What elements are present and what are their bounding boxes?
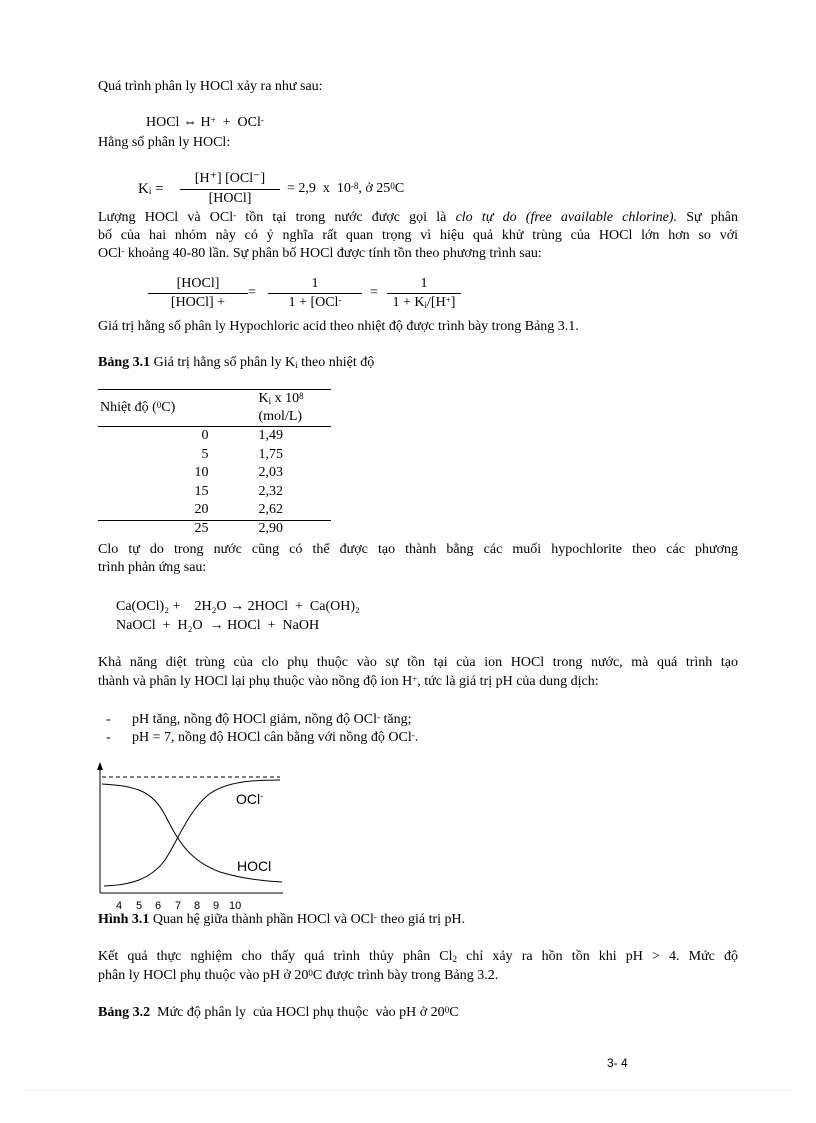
page-number: 3- 4 — [607, 1056, 628, 1070]
ph-tick-7: 7 — [175, 900, 182, 912]
table2-caption: Bảng 3.2 Mức độ phân ly của HOCl phụ thuộc vào pH ở $20^0C$ — [98, 1005, 459, 1020]
header-ki: $K_i$ x $10^8$ (mol/L) — [258, 391, 304, 424]
ki-lhs: $K_i$ = — [138, 181, 164, 197]
table-row: 25 2,90 — [194, 520, 283, 536]
ki-denominator: [HOCl] — [208, 191, 252, 206]
table-intro: Giá trị hằng số phân ly Hypochloric acid theo nhiệt độ được trình bày trong Bảng 3.1. — [98, 319, 579, 334]
ratio3-numerator: 1 — [420, 276, 428, 291]
para-hypochlorite-2: trình phản ứng sau: — [98, 560, 207, 575]
table1-caption: Bảng 3.1 Giá trị hằng số phân ly $K_i$ theo nhiệt độ — [98, 355, 375, 370]
bullet-dash: - — [106, 712, 111, 727]
para-experiment-2: phân ly HOCl phụ thuộc vào pH ở $20^0C$ được trình bày trong Bảng 3.2. — [98, 968, 499, 983]
ph-tick-4: 4 — [116, 900, 123, 912]
table-row: 20 2,62 — [194, 502, 283, 518]
table-header-row — [98, 390, 331, 427]
table-row: 0 1,49 — [201, 428, 283, 444]
para-disinfection-1: Khả năng diệt trùng của clo phụ thuộc vào sự tồn tại của ion HOCl trong nước, mà quá trình tạo — [98, 655, 738, 670]
para-free-chlorine-1: Lượng HOCl và OCl- tồn tại trong nước được gọi là clo tự do (free available chlorine). Sự phân — [98, 210, 738, 225]
dissociation-equation: HOCl ⇔ H+ + OCl- — [146, 115, 264, 130]
ratio2-numerator: 1 — [311, 276, 319, 291]
y-axis-arrow — [97, 762, 103, 770]
bullet-dash: - — [106, 730, 111, 745]
ki-value: = 2,9 x $10^{-8}$, ở $25^0C$ — [287, 181, 405, 196]
ratio-denominator: [HOCl] + — [170, 295, 226, 310]
reaction-1: Ca(OCl)₂ + 2H₂O → 2HOCl + Ca(OH)₂ — [116, 599, 360, 614]
table-row: 15 2,32 — [194, 483, 283, 499]
ph-tick-6: 6 — [155, 900, 162, 912]
equals-sign: = — [370, 285, 378, 300]
para-free-chlorine-3: OCl- khoảng 40-80 lần. Sự phân bố HOCl được tính tồn theo phương trình sau: — [98, 246, 542, 261]
ph-tick-9: 9 — [213, 900, 220, 912]
bullet-item: pH = 7, nồng độ HOCl cân bằng với nồng độ OCl-. — [132, 730, 419, 745]
ph-tick-10: 10 — [229, 900, 242, 912]
table-row: 10 2,03 — [194, 465, 283, 481]
page-bottom-divider — [25, 1090, 791, 1091]
figure-caption: Hình 3.1 Quan hệ giữa thành phần HOCl và OCl- theo giá trị pH. — [98, 912, 466, 927]
bullet-item: pH tăng, nồng độ HOCl giảm, nồng độ OCl- tăng; — [132, 712, 412, 727]
intro-text: Quá trình phân ly HOCl xảy ra như sau: — [98, 79, 323, 94]
ocl-label: OCl- — [236, 791, 264, 807]
ratio3-denominator: $1 + K_i/[H^+]$ — [392, 295, 456, 310]
ph-tick-5: 5 — [136, 900, 143, 912]
reaction-2: NaOCl + H₂O → HOCl + NaOH — [116, 618, 320, 633]
para-disinfection-2: thành và phân ly HOCl lại phụ thuộc vào nồng độ ion H+, tức là giá trị pH của dung dịch: — [98, 674, 599, 689]
ph-tick-8: 8 — [194, 900, 201, 912]
ratio2-denominator: 1 + [OCl- — [288, 295, 342, 310]
para-free-chlorine-2: bố của hai nhóm này có ý nghĩa rất quan trọng vì hiệu quả khử trùng của HOCl lớn hơn so với — [98, 228, 738, 243]
ki-table — [98, 390, 331, 538]
equals-sign: = — [248, 285, 256, 300]
ki-numerator: [H⁺] [OCl⁻] — [194, 171, 266, 186]
table-row: 5 1,75 — [201, 446, 283, 462]
header-temperature: Nhiệt độ ($^0$C) — [100, 400, 176, 415]
ratio-numerator: [HOCl] — [176, 276, 220, 291]
constant-heading: Hằng số phân ly HOCl: — [98, 135, 231, 150]
hocl-label: HOCl — [237, 858, 272, 874]
hocl-ocl-figure — [90, 760, 290, 915]
para-hypochlorite-1: Clo tự do trong nước cũng có thể được tạo thành bằng các muối hypochlorite theo các phương — [98, 542, 738, 557]
para-experiment-1: Kết quả thực nghiệm cho thấy quá trình thủy phân $Cl_2$ chỉ xảy ra hồn tồn khi pH > 4. Mức độ — [98, 949, 739, 964]
table-rule-bottom — [98, 520, 331, 521]
